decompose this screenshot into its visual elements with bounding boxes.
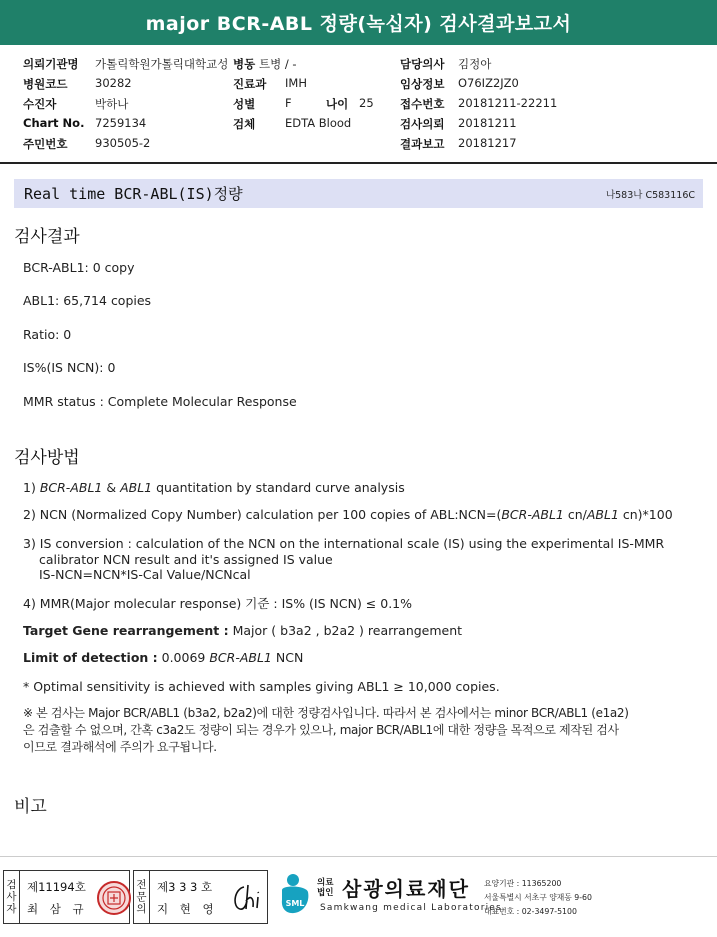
- test-code: 나583나 C583116C: [605, 189, 695, 201]
- org-phone: 대표번호 : 02-3497-5100: [484, 907, 577, 916]
- label-department: 진료과: [233, 77, 267, 91]
- limit-of-detection: [23, 650, 703, 666]
- report-footer: [0, 870, 717, 926]
- label-report-date: 결과보고: [400, 137, 445, 151]
- org-address: 서울특별시 서초구 양재동 9-60: [484, 893, 592, 902]
- svg-text:SML: SML: [285, 899, 305, 908]
- method-2-gene-abl1: ABL1: [586, 507, 619, 522]
- reviewer-name: 지 현 영: [157, 902, 218, 916]
- result-bcr-abl1: BCR-ABL1: 0 copy: [23, 260, 135, 275]
- org-institution-code: 요양기관 : 11365200: [484, 879, 562, 888]
- value-ward: 트병 / -: [259, 57, 297, 71]
- report-title-bar: [0, 0, 717, 45]
- reviewer-label-char-3: 의: [136, 903, 147, 915]
- reviewer-label-char-1: 전: [136, 879, 147, 891]
- label-request-date: 검사의뢰: [400, 117, 445, 131]
- examiner-license: 제11194호: [27, 880, 86, 894]
- reviewer-box: [133, 870, 268, 924]
- label-hospital-code: 병원코드: [23, 77, 68, 91]
- method-2-gene-bcr-abl1: BCR-ABL1: [501, 507, 564, 522]
- value-hospital-code: 30282: [95, 76, 132, 90]
- method-1-amp: &: [102, 480, 121, 495]
- test-name: Real time BCR-ABL(IS)정량: [24, 185, 243, 203]
- method-item-3: [23, 536, 703, 583]
- caution-line-3: 이므로 결과해석에 주의가 요구됩니다.: [23, 740, 217, 754]
- info-row-4: [23, 116, 703, 134]
- examiner-label-char-3: 자: [6, 903, 17, 915]
- limit-value: 0.0069: [157, 650, 210, 665]
- caution-note: [23, 705, 703, 756]
- method-3-line-2: calibrator NCN result and it's assigned IS value: [39, 551, 333, 567]
- label-chart-no: Chart No.: [23, 116, 85, 130]
- limit-unit: NCN: [271, 650, 304, 665]
- target-gene-value: Major ( b3a2 , b2a2 ) rearrangement: [228, 623, 463, 638]
- value-clinical-info: O76IZ2JZ0: [458, 76, 519, 90]
- examiner-seal-icon: [96, 880, 132, 916]
- method-1-suffix: quantitation by standard curve analysis: [152, 480, 405, 495]
- label-sex: 성별: [233, 97, 256, 111]
- sml-logo-icon: [278, 872, 318, 916]
- method-item-4: 4) MMR(Major molecular response) 기준 : IS% (IS NCN) ≤ 0.1%: [23, 596, 412, 611]
- label-resident-number: 주민번호: [23, 137, 68, 151]
- org-legal-type-1: 의료: [317, 878, 334, 888]
- label-age: 나이: [326, 97, 349, 111]
- org-name-english: Samkwang medical Laboratories: [320, 903, 502, 913]
- label-patient-name: 수진자: [23, 97, 57, 111]
- label-ward: 병동: [233, 57, 256, 71]
- reviewer-label: [134, 871, 150, 923]
- method-1-gene-bcr-abl1: BCR-ABL1: [39, 480, 103, 495]
- examiner-box: [3, 870, 130, 924]
- reviewer-info: [150, 871, 267, 923]
- label-receipt-number: 접수번호: [400, 97, 445, 111]
- result-is-percent: IS%(IS NCN): 0: [23, 360, 116, 375]
- target-gene-label: Target Gene rearrangement :: [23, 623, 229, 638]
- value-request-date: 20181211: [458, 116, 517, 130]
- info-row-2: [23, 76, 703, 94]
- reviewer-license: 제3 3 3 호: [157, 880, 213, 894]
- examiner-label-char-1: 검: [6, 879, 17, 891]
- value-department: IMH: [285, 76, 307, 90]
- caution-line-2: 은 검출할 수 없으며, 간혹 c3a2도 정량이 되는 경우가 있으나, major BCR/ABL1에 대한 정량을 목적으로 제작된 검사: [23, 723, 619, 737]
- examiner-info: [20, 871, 129, 923]
- company-block: [274, 870, 714, 924]
- result-mmr-status: MMR status : Complete Molecular Response: [23, 394, 297, 409]
- org-legal-type: [317, 878, 333, 898]
- examiner-label-char-2: 사: [6, 891, 17, 903]
- value-report-date: 20181217: [458, 136, 517, 150]
- method-item-1: [23, 480, 703, 496]
- method-item-2: [23, 507, 703, 523]
- org-legal-type-2: 법인: [317, 888, 334, 898]
- results-heading: 검사결과: [14, 227, 80, 247]
- target-gene: [23, 623, 703, 639]
- method-3-line-3: IS-NCN=NCN*IS-Cal Value/NCNcal: [39, 567, 251, 582]
- value-receipt-number: 20181211-22211: [458, 96, 558, 110]
- reviewer-signature-icon: [230, 881, 266, 915]
- method-2-mid: cn/: [563, 507, 587, 522]
- value-resident-number: 930505-2: [95, 136, 151, 150]
- test-name-bar: [14, 179, 703, 208]
- report-title: major BCR-ABL 정량(녹십자) 검사결과보고서: [145, 13, 572, 35]
- method-1-gene-abl1: ABL1: [120, 480, 153, 495]
- method-1-prefix: 1): [23, 480, 40, 495]
- info-row-5: [23, 136, 703, 154]
- result-ratio: Ratio: 0: [23, 327, 72, 342]
- label-institution: 의뢰기관명: [23, 57, 79, 71]
- method-2-prefix: 2) NCN (Normalized Copy Number) calculation per 100 copies of ABL:NCN=(: [23, 507, 502, 522]
- value-age: 25: [359, 96, 374, 110]
- label-specimen: 검체: [233, 117, 256, 131]
- label-doctor: 담당의사: [400, 57, 445, 71]
- value-institution: 가톨릭학원가톨릭대학교성: [95, 57, 229, 71]
- reviewer-label-char-2: 문: [136, 891, 147, 903]
- limit-label: Limit of detection :: [23, 650, 158, 665]
- remarks-heading: 비고: [14, 797, 47, 817]
- sensitivity-note: * Optimal sensitivity is achieved with samples giving ABL1 ≥ 10,000 copies.: [23, 679, 500, 694]
- value-sex: F: [285, 96, 292, 110]
- method-heading: 검사방법: [14, 448, 80, 468]
- footer-divider: [0, 856, 717, 857]
- header-divider: [0, 162, 717, 164]
- info-row-1: [23, 56, 703, 74]
- org-contact-info: [484, 877, 592, 919]
- method-3-line-1: 3) IS conversion : calculation of the NCN on the international scale (IS) using the experimental IS-MMR: [23, 536, 665, 551]
- method-2-suffix: cn)*100: [618, 507, 673, 522]
- limit-gene: BCR-ABL1: [209, 650, 272, 665]
- value-patient-name: 박하나: [95, 97, 129, 111]
- value-specimen: EDTA Blood: [285, 116, 352, 130]
- org-name: 삼광의료재단: [342, 877, 470, 901]
- label-clinical-info: 임상정보: [400, 77, 445, 91]
- info-row-3: [23, 96, 703, 114]
- caution-line-1: ※ 본 검사는 Major BCR/ABL1 (b3a2, b2a2)에 대한 정량검사입니다. 따라서 본 검사에서는 minor BCR/ABL1 (e1a2): [23, 706, 629, 720]
- result-abl1: ABL1: 65,714 copies: [23, 293, 152, 308]
- value-chart-no: 7259134: [95, 116, 147, 130]
- examiner-name: 최 삼 규: [27, 902, 88, 916]
- value-doctor: 김정아: [458, 57, 492, 71]
- examiner-label: [4, 871, 20, 923]
